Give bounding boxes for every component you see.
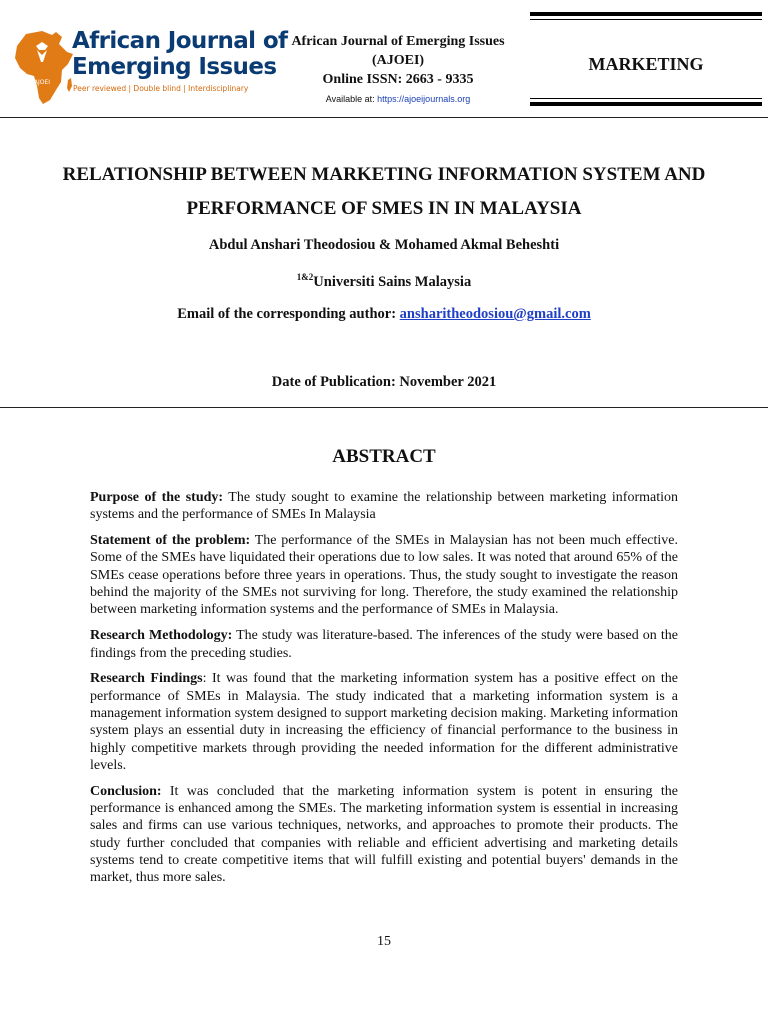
header-divider — [0, 117, 768, 118]
top-thin-rule — [530, 19, 762, 20]
top-thick-rule — [530, 12, 762, 16]
findings-label: Research Findings — [90, 671, 203, 687]
problem-text: The performance of the SMEs in Malaysian has not been much effective. Some of the SMEs have liquidated their operations due to low sales. It was noted that around 65% of the SMEs cease operations before three years in operations. Thus, the study sought to investigate the reason behind the majority of the SMEs not surviving for long. Therefore, the study examined the relationship between marketing information systems and the performance of SMEs in Malaysia. — [90, 533, 678, 618]
purpose-text: The study sought to examine the relationship between marketing information systems and the performance of SMEs In Malaysia — [90, 490, 679, 523]
problem-label: Statement of the problem: — [90, 533, 251, 549]
abstract-conclusion — [90, 783, 678, 887]
abstract-body — [90, 489, 678, 895]
methodology-text: The study was literature-based. The inferences of the study were based on the findings from the preceding studies. — [90, 628, 678, 661]
page-header — [0, 0, 768, 118]
abstract-purpose — [90, 489, 678, 524]
logo-wordmark — [72, 28, 287, 80]
email-link[interactable] — [400, 306, 591, 322]
section-label: MARKETING — [588, 54, 704, 74]
article-title: RELATIONSHIP BETWEEN MARKETING INFORMATION SYSTEM AND PERFORMANCE OF SMES IN IN MALAYSIA — [62, 164, 706, 219]
abstract-heading: ABSTRACT — [332, 446, 436, 467]
available-label: Available at: — [325, 94, 378, 104]
corresponding-email — [0, 306, 768, 323]
title-divider — [0, 407, 768, 408]
section-box — [530, 12, 762, 106]
journal-issn: Online ISSN: 2663 - 9335 — [322, 72, 474, 87]
journal-name: African Journal of Emerging Issues — [291, 34, 505, 49]
publication-date: Date of Publication: November 2021 — [271, 374, 497, 390]
svg-text:AJOEI: AJOEI — [33, 79, 51, 86]
abstract-problem — [90, 532, 678, 618]
article-affiliation — [0, 272, 768, 291]
page-number: 15 — [377, 934, 391, 949]
journal-info — [268, 32, 528, 106]
findings-text: : It was found that the marketing information system has a positive effect on the performance of SMEs in Malaysia. The study indicated that a marketing information system is a management information system designed to support marketing decision making. Marketing information system plays an essential duty in increasing the efficiency of financial performance to the business in highly competitive markets through providing the needed information for the different administrative levels. — [90, 671, 678, 773]
journal-availability — [268, 92, 528, 106]
journal-logo — [12, 28, 288, 108]
logo-tagline: Peer reviewed | Double blind | Interdisciplinary — [73, 84, 249, 93]
africa-map-icon — [12, 28, 74, 108]
abstract-methodology — [90, 627, 678, 662]
purpose-label: Purpose of the study: — [90, 490, 224, 505]
journal-abbr: (AJOEI) — [371, 53, 425, 68]
logo-title-line2: Emerging Issues — [72, 54, 277, 80]
affiliation-name: Universiti Sains Malaysia — [313, 273, 472, 290]
logo-title-line1: African Journal of — [72, 28, 288, 54]
email-label: Email of the corresponding author: — [177, 306, 400, 322]
bottom-thick-rule — [530, 102, 762, 106]
journal-url-link[interactable]: https://ajoeijournals.org — [377, 94, 471, 104]
methodology-label: Research Methodology: — [90, 628, 233, 644]
bottom-thin-rule — [530, 98, 762, 99]
conclusion-label: Conclusion: — [90, 783, 162, 799]
affiliation-superscript: 1&2 — [296, 272, 314, 282]
article-authors: Abdul Anshari Theodosiou & Mohamed Akmal Beheshti — [208, 237, 560, 253]
email-address: ansharitheodosiou@gmail.com — [399, 306, 591, 322]
conclusion-text: It was concluded that the marketing information system is potent in ensuring the performance is enhanced among the SMEs. The marketing information system is essential in increasing sales and firms can use various techniques, networks, and approaches to promote their products. The study further concluded that companies with reliable and efficient advertising and marketing details systems tend to create competitive items that will fulfill existing and potential buyers' demands in the market, thus more sales. — [90, 783, 678, 886]
abstract-findings — [90, 670, 678, 774]
